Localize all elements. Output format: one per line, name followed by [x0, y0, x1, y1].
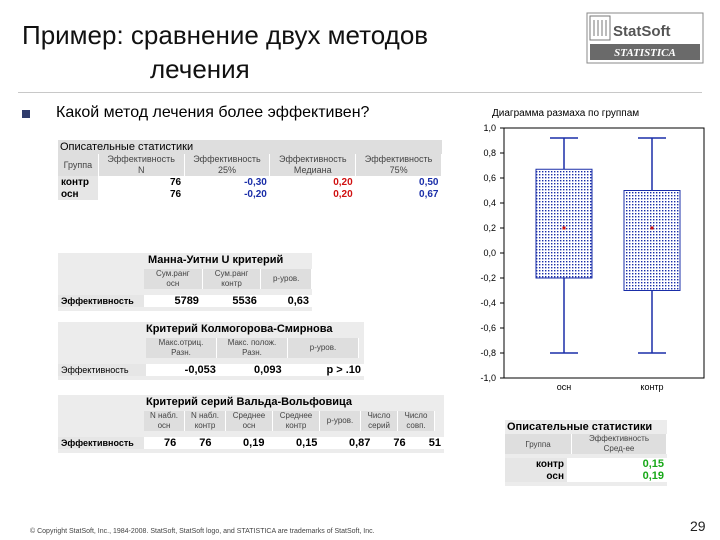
desc2-title: Описательные статистики — [507, 421, 653, 433]
chart-title: Диаграмма размаха по группам — [492, 108, 640, 119]
ks-row-label: Эффективность — [58, 364, 146, 376]
ww-cell: 76 — [164, 437, 177, 449]
title-line-1: Пример: сравнение двух методов — [22, 20, 429, 50]
ww-header: Среднее контр — [273, 411, 320, 431]
ww-cell: 0,15 — [296, 437, 318, 449]
ww-cell: 0,87 — [348, 437, 371, 449]
mann-header: Сум.ранг осн — [144, 269, 202, 289]
desc-header-median: Эффективность Медиана — [270, 154, 356, 176]
ww-cell: 76 — [393, 437, 406, 449]
desc-cell-median: 0,20 — [333, 176, 353, 188]
ks-cell: 0,093 — [254, 364, 282, 376]
ks-cell: -0,053 — [184, 364, 216, 376]
mann-title: Манна-Уитни U критерий — [148, 254, 284, 266]
y-tick-label: -0,8 — [480, 348, 496, 358]
median-point — [563, 227, 566, 230]
y-tick-label: -0,6 — [480, 323, 496, 333]
box-контр — [624, 191, 680, 291]
desc-cell-q25: -0,30 — [244, 176, 267, 188]
mann-cell: 5536 — [232, 295, 257, 307]
desc-cell-n: 76 — [169, 188, 182, 200]
mann-whitney-table — [58, 253, 312, 311]
ww-header: Число серий — [361, 411, 398, 431]
desc-header-q25: Эффективность 25% — [184, 154, 270, 176]
mann-header: Сум.ранг контр — [202, 269, 261, 289]
mann-cell: 0,63 — [287, 295, 309, 307]
y-tick-label: 1,0 — [483, 123, 496, 133]
chart-svg — [458, 108, 710, 404]
desc-header-group: Группа — [58, 154, 98, 176]
desc-cell-q75: 0,50 — [419, 176, 439, 188]
desc-cell-median: 0,20 — [333, 188, 353, 200]
ks-header: Макс.отриц. Разн. — [146, 338, 217, 358]
desc-cell-n: 76 — [169, 176, 182, 188]
title-line-2: лечения — [150, 54, 250, 84]
desc2-header-group: Группа — [505, 434, 572, 454]
ww-cell: 51 — [428, 437, 441, 449]
ww-header: Число совп. — [398, 411, 435, 431]
y-tick-label: 0,6 — [483, 173, 496, 183]
box-осн — [536, 169, 592, 278]
mann-cell: 5789 — [174, 295, 199, 307]
median-point — [651, 227, 654, 230]
title-divider — [18, 92, 702, 93]
desc-cell-q75: 0,67 — [419, 188, 439, 200]
slide-title — [22, 18, 542, 86]
box-plot-chart — [458, 108, 710, 404]
y-tick-label: 0,0 — [483, 248, 496, 258]
y-tick-label: 0,2 — [483, 223, 496, 233]
desc-cell-q25: -0,20 — [244, 188, 267, 200]
statsoft-logo — [586, 12, 704, 64]
x-tick-label: осн — [556, 382, 572, 392]
ww-header: N набл. контр — [185, 411, 226, 431]
ww-row-label: Эффективность — [58, 437, 144, 449]
desc-stats-table-2 — [505, 420, 667, 486]
mann-row-label: Эффективность — [58, 295, 144, 307]
desc-row-group: контр — [58, 176, 98, 188]
logo-product: STATISTICA — [614, 47, 676, 59]
ks-cell: p > .10 — [326, 364, 361, 376]
desc-header-q75: Эффективность 75% — [356, 154, 442, 176]
ww-table — [58, 395, 444, 453]
desc-stats-title: Описательные статистики — [58, 140, 442, 154]
ww-cell: 0,19 — [243, 437, 265, 449]
desc2-row-group: осн — [505, 470, 567, 482]
page-number: 29 — [690, 518, 706, 534]
desc-row-group: осн — [58, 188, 98, 200]
ww-header: Среднее осн — [226, 411, 273, 431]
y-tick-label: 0,8 — [483, 148, 496, 158]
ks-header: Макс. полож. Разн. — [217, 338, 288, 358]
desc2-header-mean: Эффективность Сред-ее — [572, 434, 667, 454]
desc2-cell-mean: 0,19 — [642, 470, 664, 482]
y-tick-label: -0,4 — [480, 298, 496, 308]
ks-header: p-уров. — [288, 338, 359, 358]
ks-title: Критерий Колмогорова-Смирнова — [146, 323, 333, 335]
copyright-text: © Copyright StatSoft, Inc., 1984-2008. StatSoft, StatSoft logo, and STATISTICA are trademarks of StatSoft, Inc. — [30, 528, 375, 535]
desc2-row-group: контр — [505, 458, 567, 470]
ww-header: N набл. осн — [144, 411, 185, 431]
x-tick-label: контр — [640, 382, 664, 392]
ww-cell: 76 — [199, 437, 212, 449]
desc-stats-table — [58, 140, 442, 200]
y-tick-label: -1,0 — [480, 373, 496, 383]
ks-table — [58, 322, 364, 380]
y-tick-label: 0,4 — [483, 198, 496, 208]
ww-title: Критерий серий Вальда-Вольфовица — [146, 396, 352, 408]
desc-header-n: Эффективность N — [98, 154, 184, 176]
y-tick-label: -0,2 — [480, 273, 496, 283]
ww-header: p-уров. — [320, 411, 361, 431]
mann-header: p-уров. — [261, 269, 312, 289]
question-text: Какой метод лечения более эффективен? — [56, 104, 370, 121]
logo-brand: StatSoft — [613, 23, 671, 40]
bullet-square — [22, 110, 30, 118]
desc2-cell-mean: 0,15 — [642, 458, 664, 470]
